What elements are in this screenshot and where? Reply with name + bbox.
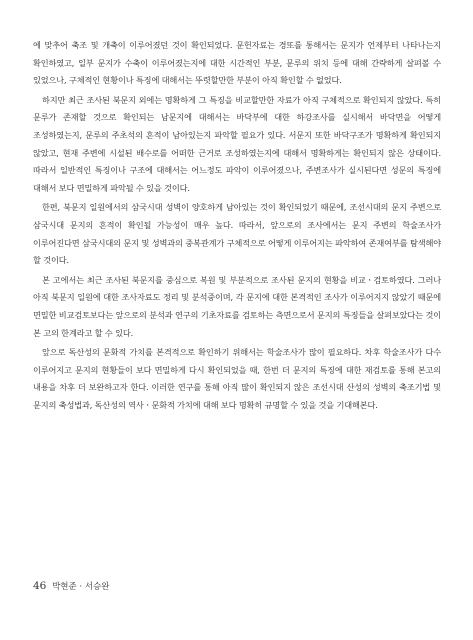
page-number: 46 xyxy=(33,580,47,592)
footer-authors: 박현준 · 서승완 xyxy=(52,582,110,592)
body-paragraph: 에 맞추어 축조 및 개축이 이루어졌던 것이 확인되었다. 문헌자료는 경또를 통해서는 문지가 언제부터 나타나는지 확인하였고, 일부 문지가 수축이 이루어졌는지에 대한 시간적인 부분, 문루의 위치 등에 대해 간략하게 살펴볼 수 있었으나, 구체적인 현황이나 특징에 대해서는 뚜렷할만한 부분이 아직 확인할 수 없었다. xyxy=(33,40,441,86)
page-body xyxy=(33,37,441,416)
body-paragraph: 앞으로 독산성의 문화적 가치를 본격적으로 확인하기 위해서는 학술조사가 많이 필요하다. 차후 학술조사가 다수 이루어지고 문지의 현황들이 보다 면밀하게 다시 확인되었을 때, 한번 더 문지의 특징에 대한 재검토를 통해 본고의 내용을 차후 더 보완하고자 한다. 이러한 연구를 통해 아직 많이 확인되지 않은 조선시대 산성의 성벽의 축조기법 및 문지의 축성법과, 독산성의 역사ㆍ문화적 가치에 대해 보다 명확히 규명할 수 있을 것을 기대해본다. xyxy=(33,347,441,410)
body-paragraph: 본 고에서는 최근 조사된 북문지를 중심으로 복원 및 부분적으로 조사된 문지의 현황을 비교ㆍ검토하였다. 그러나 아직 북문지 일원에 대한 조사자료도 정리 및 분석중이며, 각 문지에 대한 본격적인 조사가 이루어지지 않았기 때문에 면밀한 비교검토보다는 앞으로의 분석과 연구의 기초자료를 검토하는 측면으로서 문지의 특징들을 살펴보았다는 것이 본 고의 한계라고 할 수 있다. xyxy=(33,274,441,338)
body-paragraph: 하지만 최근 조사된 북문지 외에는 명확하게 그 특징을 비교할만한 자료가 아직 구체적으로 확인되지 않았다. 특히 문루가 존재할 것으로 확인되는 남문지에 대해서는 바닥부에 대한 하강조사를 실시해서 바닥면을 어떻게 조성하였는지, 문루의 주초석의 흔적이 남아있는지 파악할 필요가 있다. 서문지 또한 바닥구조가 명확하게 확인되지 않았고, 현재 주변에 시설된 배수로를 어떠한 근거로 조성하였는지에 대해서 명확하게는 확인되지 않은 상태이다. 따라서 일반적인 특징이나 구조에 대해서는 어느정도 파악이 이루어졌으나, 주변조사가 실시된다면 성문의 특징에 대해서 보다 면밀하게 파악될 수 있을 것이다. xyxy=(33,94,441,193)
page-footer xyxy=(33,580,109,592)
body-paragraph: 한편, 북문지 일원에서의 삼국시대 성벽이 양호하게 남아있는 것이 확인되었기 때문에, 조선시대의 문지 주변으로 삼국시대 문지의 흔적이 확인될 가능성이 매우 높다. 따라서, 앞으로의 조사에서는 문지 주변의 학술조사가 이루어진다면 삼국시대의 문지 및 성벽과의 중복관계가 구체적으로 어떻게 이루어지는 파악하여 존재여부를 탐색해야 할 것이다. xyxy=(33,202,441,266)
